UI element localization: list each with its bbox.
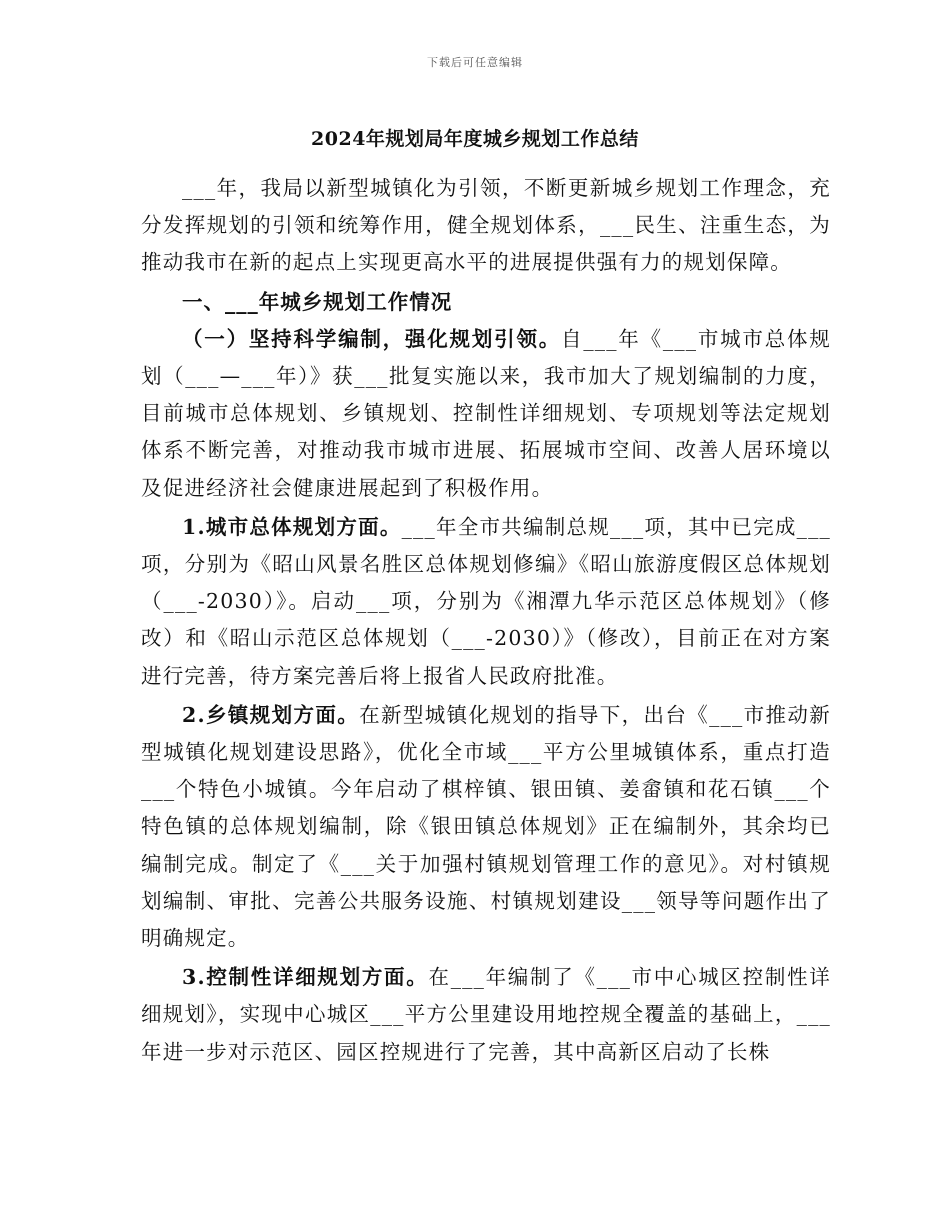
intro-paragraph: ___年，我局以新型城镇化为引领，不断更新城乡规划工作理念，充分发挥规划的引领和统筹作用，健全规划体系，___民生、注重生态，为推动我市在新的起点上实现更高水平的进展提供强有力的规划保障。 xyxy=(141,176,831,275)
paragraph-master-plan xyxy=(141,509,831,695)
paragraph-text: ___年全市共编制总规___项，其中已完成___项，分别为《昭山风景名胜区总体规划修编》《昭山旅游度假区总体规划（___-2030）》。启动___项，分别为《湘潭九华示范区总体规划》（修改）和《昭山示范区总体规划（___-2030）》（修改），目前正在对方案进行完善，待方案完善后将上报省人民政府批准。 xyxy=(141,514,831,688)
paragraph-text: 在新型城镇化规划的指导下，出台《___市推动新型城镇化规划建设思路》，优化全市域___平方公里城镇体系，重点打造___个特色小城镇。今年启动了棋梓镇、银田镇、姜畲镇和花石镇___个特色镇的总体规划编制，除《银田镇总体规划》正在编制外，其余均已编制完成。制定了《___关于加强村镇规划管理工作的意见》。对村镇规划编制、审批、完善公共服务设施、村镇规划建设___领导等问题作出了明确规定。 xyxy=(141,702,832,951)
paragraph-text: 在___年编制了《___市中心城区控制性详细规划》，实现中心城区___平方公里建设用地控规全覆盖的基础上，___年进一步对示范区、园区控规进行了完善，其中高新区启动了长株 xyxy=(141,965,831,1064)
document-body xyxy=(141,170,831,1071)
section-heading: 一、___年城乡规划工作情况 xyxy=(182,289,453,314)
paragraph-planning xyxy=(141,321,831,507)
document-title: 2024年规划局年度城乡规划工作总结 xyxy=(311,128,639,150)
paragraph-text: 自___年《___市城市总体规划（___—___年）》获___批复实施以来，我市加大了规划编制的力度，目前城市总体规划、乡镇规划、控制性详细规划、专项规划等法定规划体系不断完善，对推动我市城市进展、拓展城市空间、改善人居环境以及促进经济社会健康进展起到了积极作用。 xyxy=(141,326,832,500)
paragraph-heading: 3.控制性详细规划方面。 xyxy=(182,965,429,990)
paragraph-township-plan xyxy=(141,697,831,957)
paragraph-heading: 2.乡镇规划方面。 xyxy=(182,702,360,727)
paragraph-heading: （一）坚持科学编制，强化规划引领。 xyxy=(182,326,562,351)
page-header: 下载后可任意编辑 xyxy=(427,56,523,69)
paragraph-detailed-plan xyxy=(141,959,831,1071)
paragraph-heading: 1.城市总体规划方面。 xyxy=(182,514,402,539)
